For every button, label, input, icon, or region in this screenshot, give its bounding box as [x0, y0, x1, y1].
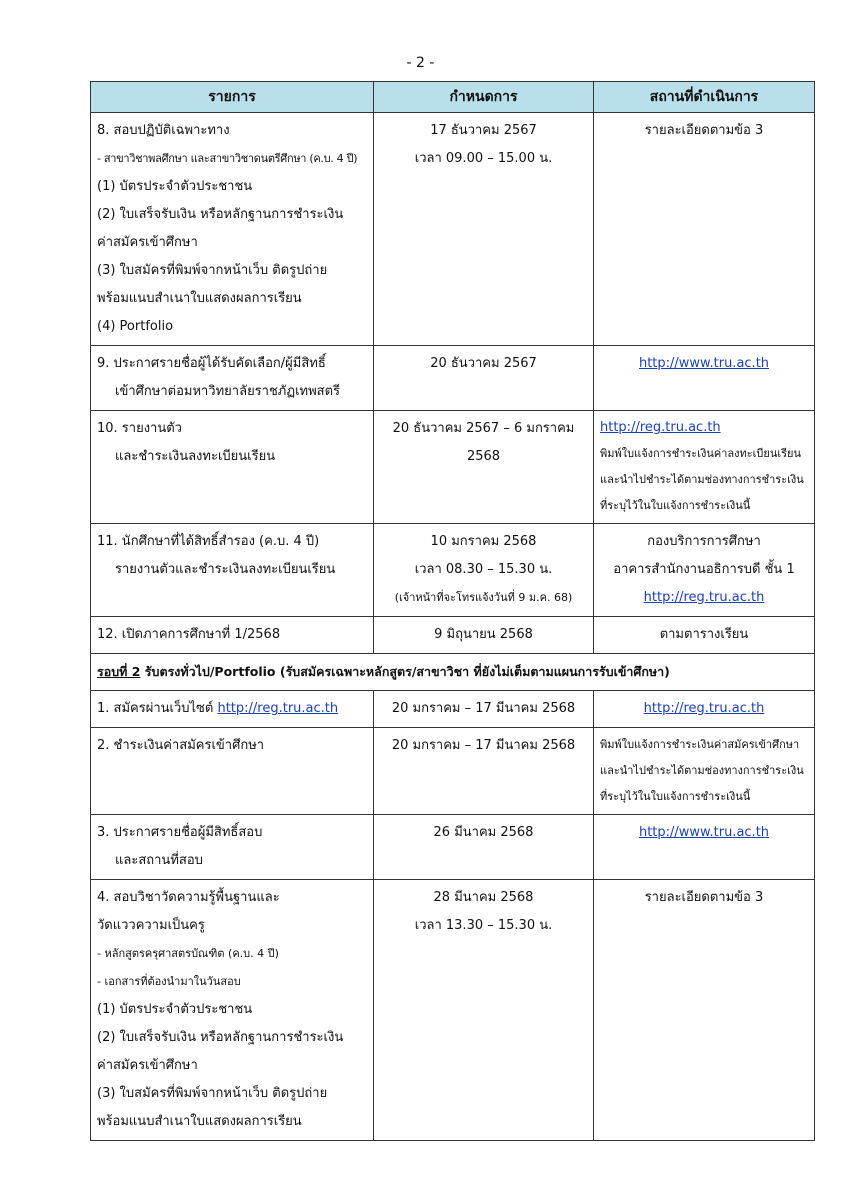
header-location: สถานที่ดำเนินการ — [594, 82, 815, 113]
item-line: และสถานที่สอบ — [115, 853, 203, 868]
schedule-line: 26 มีนาคม 2568 — [433, 825, 534, 840]
item-line: 9. ประกาศรายชื่อผู้ได้รับคัดเลือก/ผู้มีสิทธิ์ — [97, 356, 326, 371]
item-cell — [91, 880, 374, 1141]
schedule-line: 2568 — [466, 449, 501, 464]
table-row — [91, 113, 815, 346]
location-cell — [594, 411, 815, 524]
item-cell — [91, 728, 374, 815]
schedule-cell — [374, 346, 594, 411]
item-line: พร้อมแนบสำเนาใบแสดงผลการเรียน — [97, 1114, 302, 1129]
item-line: (3) ใบสมัครที่พิมพ์จากหน้าเว็บ ติดรูปถ่าย — [97, 263, 328, 278]
location-cell — [594, 524, 815, 617]
item-line: 2. ชำระเงินค่าสมัครเข้าศึกษา — [97, 738, 265, 753]
website-link[interactable]: http://www.tru.ac.th — [638, 356, 770, 371]
location-line: และนำไปชำระได้ตามช่องทางการชำระเงิน — [600, 473, 804, 486]
round-label: รอบที่ 2 — [97, 664, 141, 679]
item-line: (2) ใบเสร็จรับเงิน หรือหลักฐานการชำระเงิน — [97, 1030, 344, 1045]
location-line: และนำไปชำระได้ตามช่องทางการชำระเงิน — [600, 764, 804, 777]
schedule-cell — [374, 691, 594, 728]
item-line: (1) บัตรประจำตัวประชาชน — [97, 1002, 253, 1017]
schedule-cell — [374, 411, 594, 524]
website-link[interactable]: http://www.tru.ac.th — [638, 825, 770, 840]
location-line: รายละเอียดตามข้อ 3 — [644, 123, 764, 138]
schedule-line: 20 ธันวาคม 2567 – 6 มกราคม — [392, 421, 575, 436]
item-line: 3. ประกาศรายชื่อผู้มีสิทธิ์สอบ — [97, 825, 263, 840]
schedule-cell — [374, 880, 594, 1141]
location-cell — [594, 815, 815, 880]
table-row — [91, 346, 815, 411]
item-line: วัดแววความเป็นครู — [97, 918, 205, 933]
item-line: เข้าศึกษาต่อมหาวิทยาลัยราชภัฏเทพสตรี — [115, 384, 341, 399]
table-row — [91, 880, 815, 1141]
location-line: อาคารสำนักงานอธิการบดี ชั้น 1 — [613, 562, 795, 577]
location-line: พิมพ์ใบแจ้งการชำระเงินค่าสมัครเข้าศึกษา — [600, 738, 800, 751]
item-line: 8. สอบปฏิบัติเฉพาะทาง — [97, 123, 230, 138]
schedule-note: (เจ้าหน้าที่จะโทรแจ้งวันที่ 9 ม.ค. 68) — [394, 591, 573, 604]
schedule-line: 17 ธันวาคม 2567 — [430, 123, 537, 138]
item-line: พร้อมแนบสำเนาใบแสดงผลการเรียน — [97, 291, 302, 306]
item-line: 4. สอบวิชาวัดความรู้พื้นฐานและ — [97, 890, 280, 905]
schedule-cell — [374, 113, 594, 346]
schedule-line: 10 มกราคม 2568 — [430, 534, 537, 549]
item-line: (1) บัตรประจำตัวประชาชน — [97, 179, 253, 194]
item-cell — [91, 524, 374, 617]
reg-link[interactable]: http://reg.tru.ac.th — [643, 701, 765, 716]
round-heading-row — [91, 654, 815, 691]
round-heading — [91, 654, 815, 691]
item-line: (2) ใบเสร็จรับเงิน หรือหลักฐานการชำระเงิน — [97, 207, 344, 222]
schedule-line: 20 มกราคม – 17 มีนาคม 2568 — [391, 738, 576, 753]
item-cell — [91, 346, 374, 411]
location-line: ตามตารางเรียน — [659, 627, 749, 642]
location-line: พิมพ์ใบแจ้งการชำระเงินค่าลงทะเบียนเรียน — [600, 447, 802, 460]
schedule-line: เวลา 13.30 – 15.30 น. — [414, 918, 553, 933]
schedule-line: 20 มกราคม – 17 มีนาคม 2568 — [391, 701, 576, 716]
header-schedule: กำหนดการ — [374, 82, 594, 113]
item-cell — [91, 815, 374, 880]
item-cell — [91, 691, 374, 728]
item-line: (4) Portfolio — [97, 319, 174, 334]
table-row — [91, 728, 815, 815]
schedule-cell — [374, 524, 594, 617]
location-line: ที่ระบุไว้ในใบแจ้งการชำระเงินนี้ — [600, 790, 751, 803]
item-line: (3) ใบสมัครที่พิมพ์จากหน้าเว็บ ติดรูปถ่าย — [97, 1086, 328, 1101]
location-cell — [594, 113, 815, 346]
location-cell — [594, 617, 815, 654]
item-line: และชำระเงินลงทะเบียนเรียน — [115, 449, 276, 464]
location-line: กองบริการการศึกษา — [647, 534, 761, 549]
schedule-line: 9 มิถุนายน 2568 — [434, 627, 533, 642]
item-cell — [91, 411, 374, 524]
location-cell — [594, 691, 815, 728]
location-cell — [594, 346, 815, 411]
item-cell — [91, 113, 374, 346]
item-line: ค่าสมัครเข้าศึกษา — [97, 1058, 198, 1073]
header-item: รายการ — [91, 82, 374, 113]
schedule-cell — [374, 815, 594, 880]
schedule-line: 20 ธันวาคม 2567 — [430, 356, 537, 371]
reg-link[interactable]: http://reg.tru.ac.th — [600, 420, 721, 435]
item-line: รายงานตัวและชำระเงินลงทะเบียนเรียน — [115, 562, 336, 577]
schedule-line: เวลา 08.30 – 15.30 น. — [414, 562, 553, 577]
item-line: - หลักสูตรครุศาสตรบัณฑิต (ค.บ. 4 ปี) — [97, 947, 279, 960]
item-cell — [91, 617, 374, 654]
item-line: ค่าสมัครเข้าศึกษา — [97, 235, 198, 250]
location-cell — [594, 728, 815, 815]
schedule-cell — [374, 617, 594, 654]
table-header-row — [91, 82, 815, 113]
schedule-line: 28 มีนาคม 2568 — [433, 890, 534, 905]
item-line: 11. นักศึกษาที่ได้สิทธิ์สำรอง (ค.บ. 4 ปี) — [97, 534, 320, 549]
table-row — [91, 815, 815, 880]
item-line: - สาขาวิชาพลศึกษา และสาขาวิชาดนตรีศึกษา (ค.บ. 4 ปี) — [97, 152, 358, 165]
reg-link[interactable]: http://reg.tru.ac.th — [217, 701, 339, 716]
location-line: รายละเอียดตามข้อ 3 — [644, 890, 764, 905]
item-line: 10. รายงานตัว — [97, 421, 182, 436]
schedule-line: เวลา 09.00 – 15.00 น. — [414, 151, 553, 166]
schedule-cell — [374, 728, 594, 815]
location-cell — [594, 880, 815, 1141]
table-row — [91, 691, 815, 728]
page-number: - 2 - — [406, 55, 435, 71]
schedule-table — [90, 81, 815, 1141]
table-row — [91, 411, 815, 524]
location-line: ที่ระบุไว้ในใบแจ้งการชำระเงินนี้ — [600, 499, 751, 512]
table-row — [91, 524, 815, 617]
table-row — [91, 617, 815, 654]
reg-link[interactable]: http://reg.tru.ac.th — [643, 590, 765, 605]
round-text: รับตรงทั่วไป/Portfolio (รับสมัครเฉพาะหลักสูตร/สาขาวิชา ที่ยังไม่เต็มตามแผนการรับเข้าศึกษา) — [140, 664, 670, 679]
item-line: 1. สมัครผ่านเว็บไซต์ — [97, 701, 218, 716]
item-line: - เอกสารที่ต้องนำมาในวันสอบ — [97, 975, 241, 988]
item-line: 12. เปิดภาคการศึกษาที่ 1/2568 — [97, 627, 281, 642]
